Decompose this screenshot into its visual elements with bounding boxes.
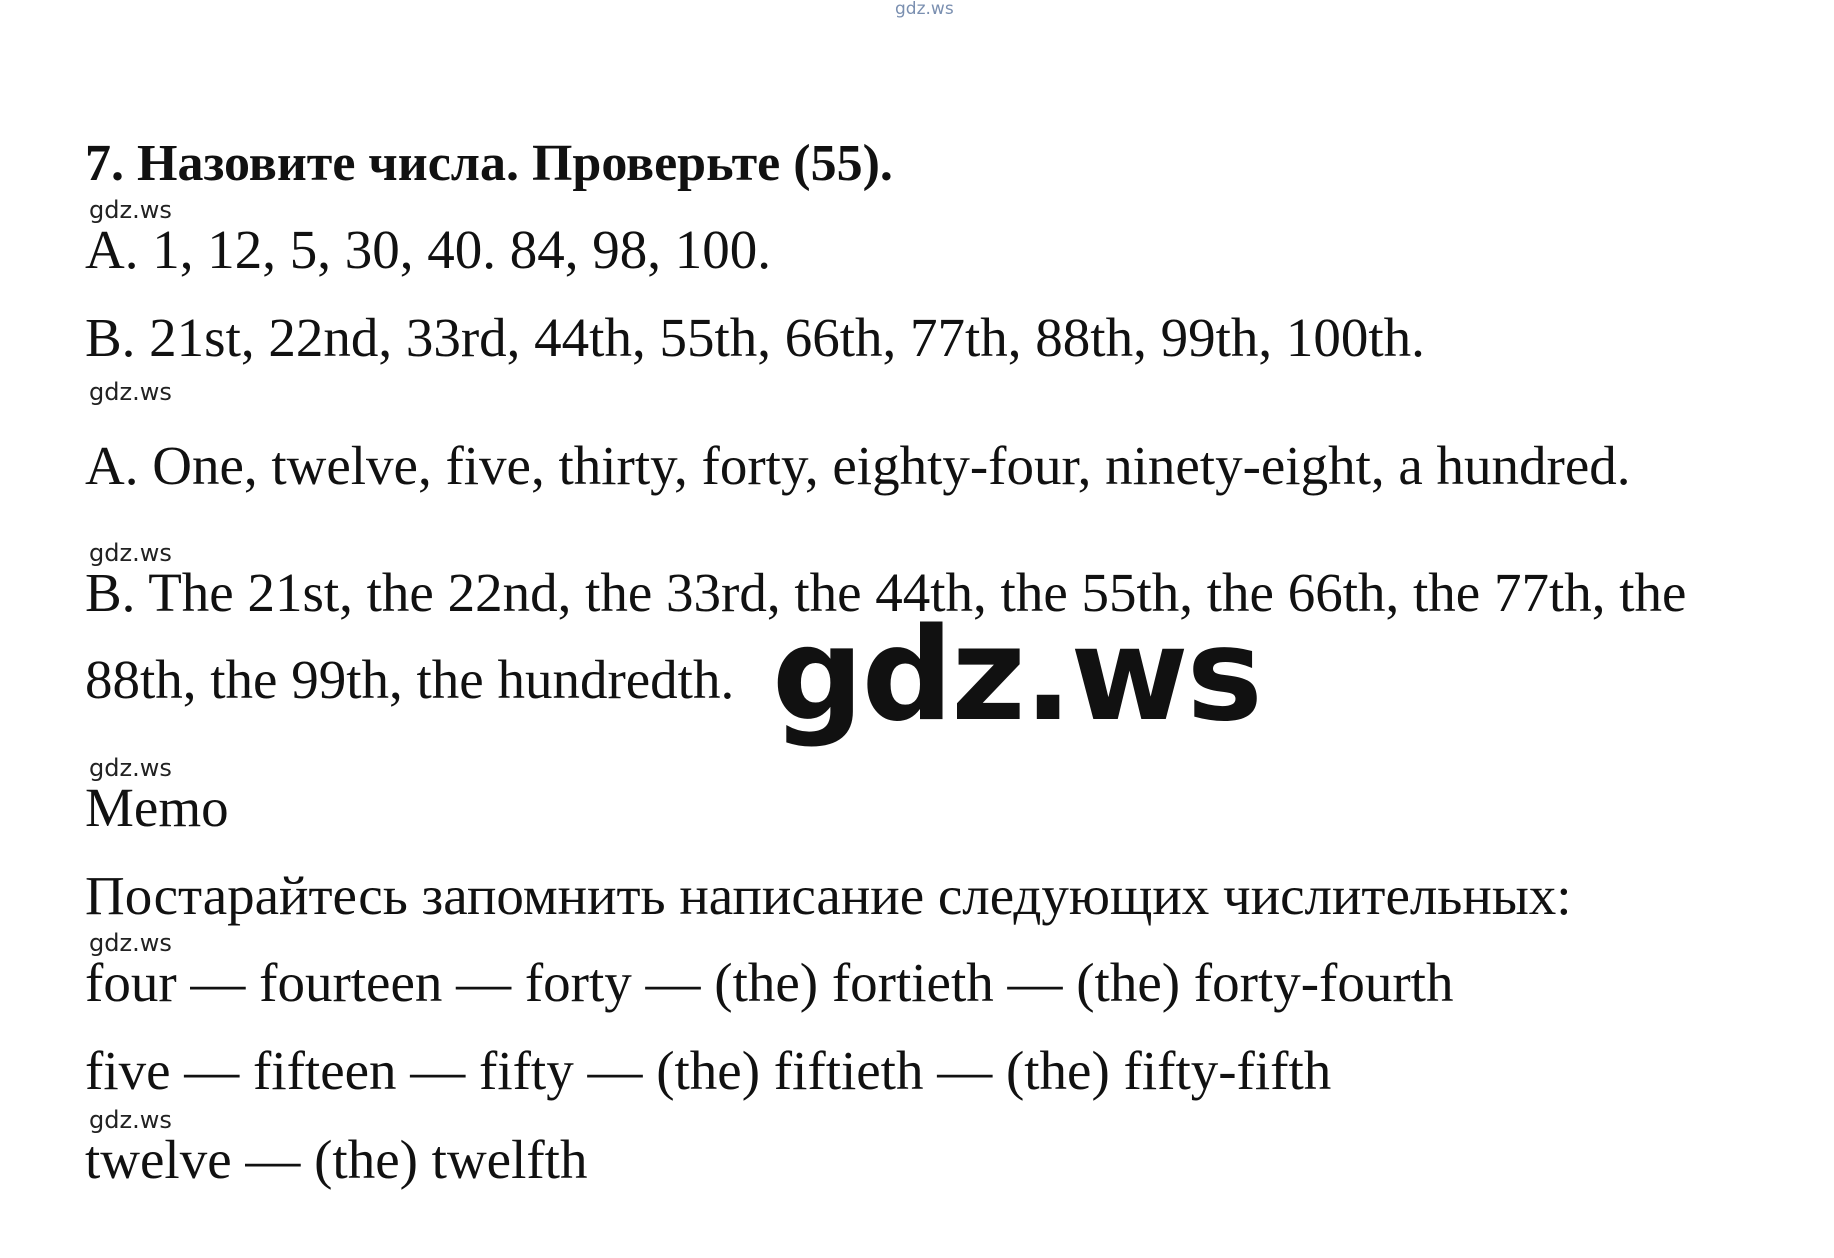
answer-a: A. One, twelve, five, thirty, forty, eighty-four, ninety-eight, a hundred. <box>85 435 1631 496</box>
watermark-small: gdz.ws <box>89 1106 172 1134</box>
memo-line: twelve — (the) twelfth <box>85 1129 588 1190</box>
watermark-small: gdz.ws <box>89 539 172 567</box>
answer-b-line1: B. The 21st, the 22nd, the 33rd, the 44th, the 55th, the 66th, the 77th, the <box>85 562 1687 623</box>
answer-b-line2: 88th, the 99th, the hundredth. <box>85 649 735 710</box>
memo-line: four — fourteen — forty — (the) fortieth — (the) forty-fourth <box>85 952 1454 1013</box>
watermark-big: gdz.ws <box>772 601 1261 750</box>
memo-line: five — fifteen — fifty — (the) fiftieth — (the) fifty-fifth <box>85 1040 1332 1101</box>
task-a: A. 1, 12, 5, 30, 40. 84, 98, 100. <box>85 219 771 280</box>
exercise-heading: 7. Назовите числа. Проверьте (55). <box>85 135 893 192</box>
watermark-small: gdz.ws <box>89 929 172 957</box>
watermark-top: gdz.ws <box>895 0 954 19</box>
memo-title: Memo <box>85 777 229 838</box>
watermark-small: gdz.ws <box>89 754 172 782</box>
watermark-small: gdz.ws <box>89 378 172 406</box>
watermark-small: gdz.ws <box>89 196 172 224</box>
memo-instruction: Постарайтесь запомнить написание следующих числительных: <box>85 865 1572 926</box>
task-b: B. 21st, 22nd, 33rd, 44th, 55th, 66th, 77th, 88th, 99th, 100th. <box>85 307 1425 368</box>
